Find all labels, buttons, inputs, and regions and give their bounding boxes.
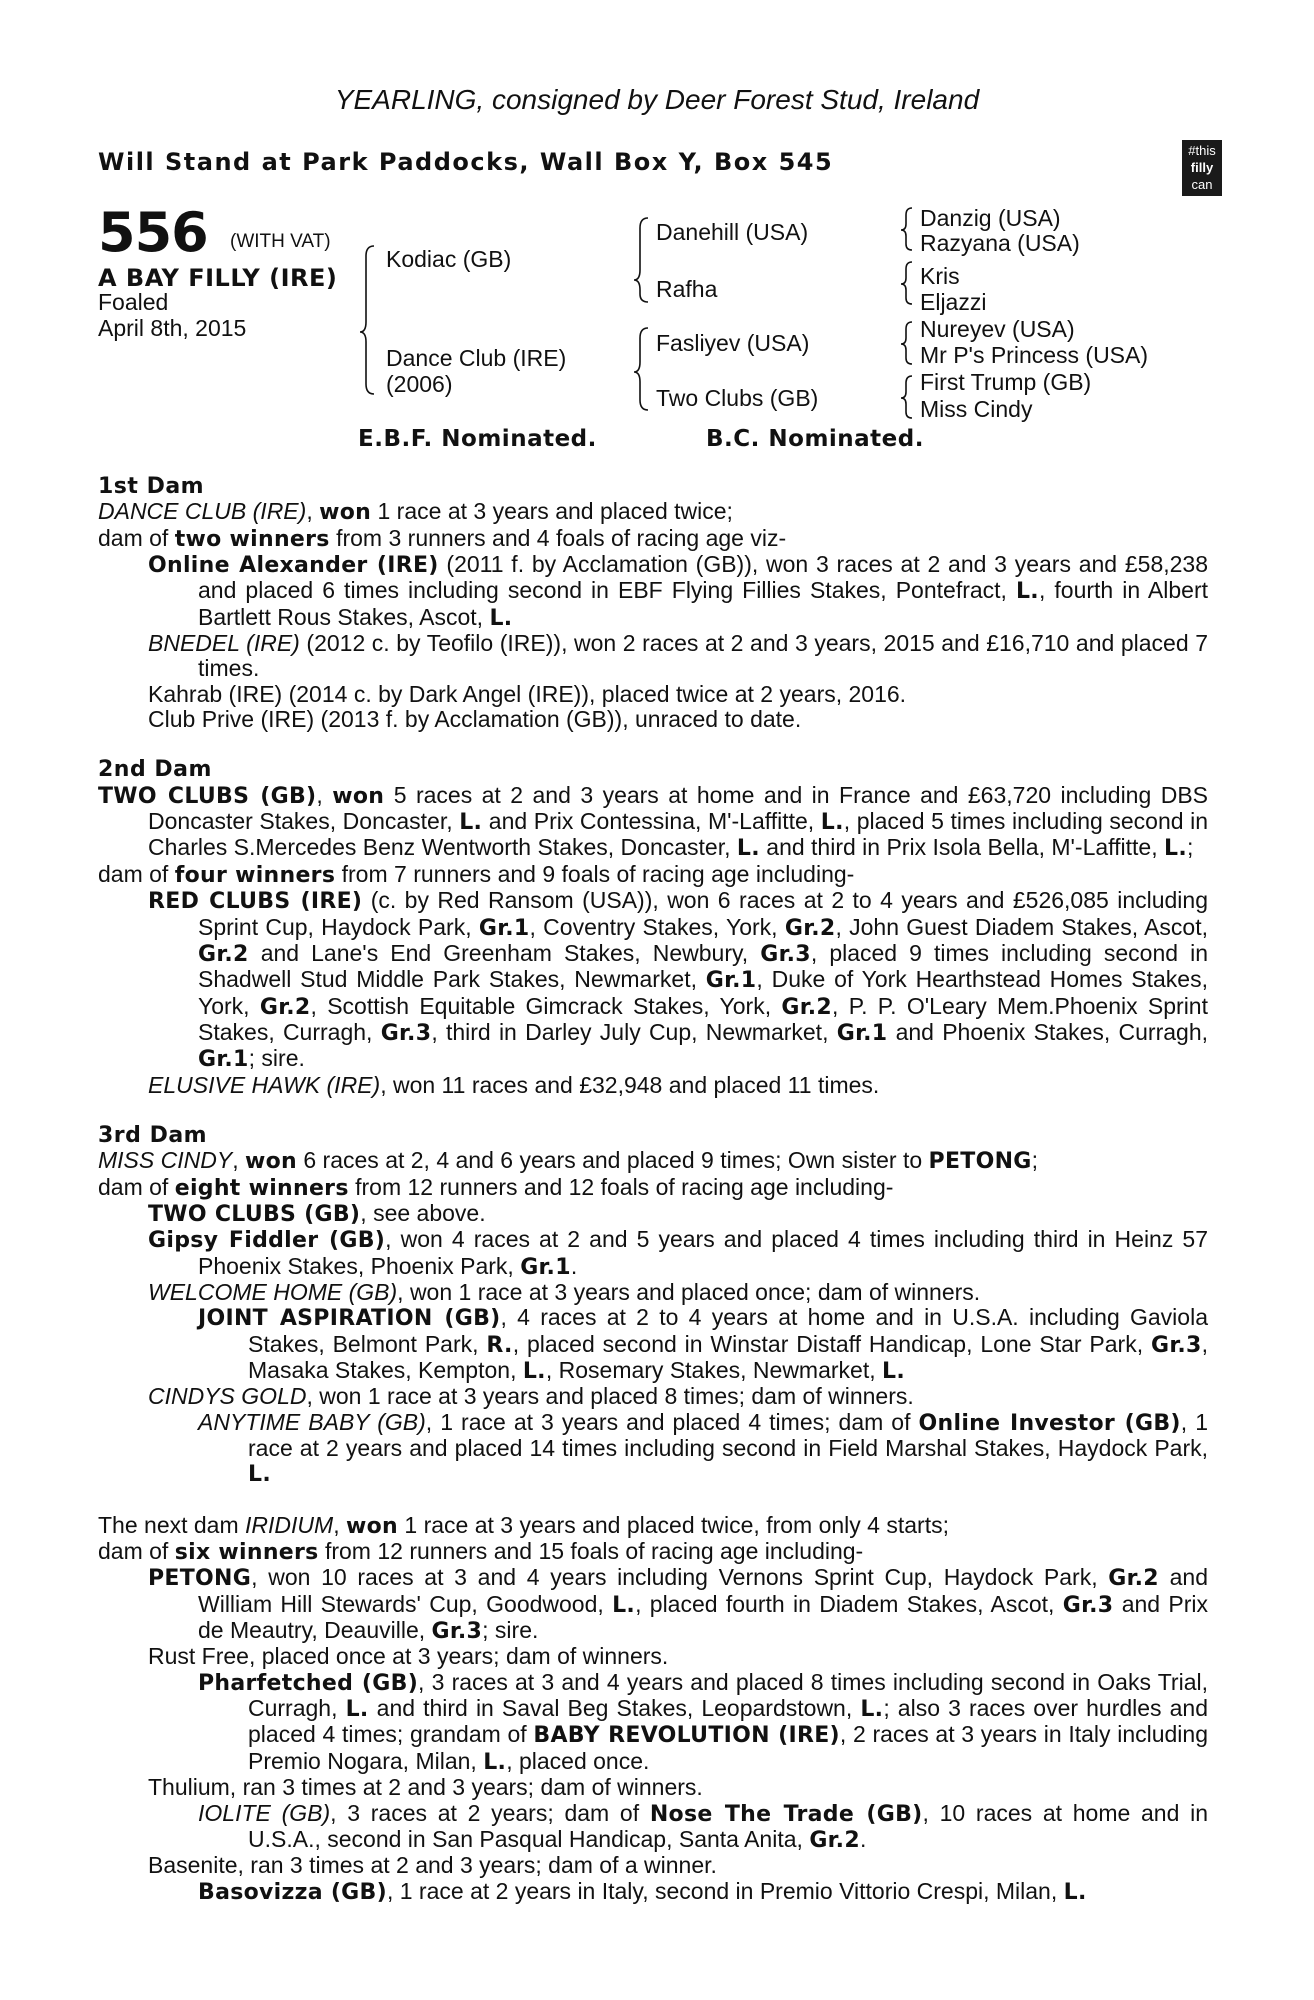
ebf-nominated: E.B.F. Nominated.	[358, 426, 597, 452]
sire-brace	[634, 218, 648, 302]
third-dam-entry1: TWO CLUBS (GB), see above.	[148, 1199, 486, 1227]
gdam-4: Miss Cindy	[920, 396, 1033, 422]
next-dam-entry6: Basenite, ran 3 times at 2 and 3 years; dam of a winner.	[148, 1852, 717, 1879]
dam-brace	[634, 328, 648, 410]
first-dam-entry4: Club Prive (IRE) (2013 f. by Acclamation (GB)), unraced to date.	[148, 706, 802, 733]
second-dam-line2: dam of four winners from 7 runners and 9 foals of racing age including-	[98, 860, 855, 888]
next-dam-entry3: Pharfetched (GB), 3 races at 3 and 4 years and placed 8 times including second in Oaks Trial, Curragh, L. and third in Saval Beg Stakes, Leopardstown, L.; also 3 races over hurdles and placed 4 times; grandam of BABY REVOLUTION (IRE), 2 races at 3 years in Italy including Premio Nogara, Milan, L., placed once.	[198, 1668, 1209, 1775]
third-dam-line1: MISS CINDY, won 6 races at 2, 4 and 6 years and placed 9 times; Own sister to PETONG;	[98, 1147, 1039, 1175]
first-dam-entry2: BNEDEL (IRE) (2012 c. by Teofilo (IRE)), won 2 races at 2 and 3 years, 2015 and £16,710 and placed 7 times.	[148, 630, 1208, 682]
vat-note: (WITH VAT)	[230, 231, 331, 252]
dam: Dance Club (IRE)	[386, 345, 567, 371]
lot-name: A BAY FILLY (IRE)	[98, 264, 338, 292]
foaled-date: April 8th, 2015	[98, 315, 247, 341]
main-brace	[360, 246, 374, 394]
next-dam-entry7: Basovizza (GB), 1 race at 2 years in Italy, second in Premio Vittorio Crespi, Milan, L.	[198, 1877, 1087, 1905]
next-dam-line1: The next dam IRIDIUM, won 1 race at 3 years and placed twice, from only 4 starts;	[98, 1511, 949, 1539]
gsire-4: First Trump (GB)	[920, 369, 1092, 395]
gdam-2: Eljazzi	[920, 289, 987, 315]
gdam-1: Razyana (USA)	[920, 230, 1080, 256]
third-dam-entry5: CINDYS GOLD, won 1 race at 3 years and placed 8 times; dam of winners.	[148, 1383, 914, 1410]
second-dam-heading: 2nd Dam	[98, 757, 212, 783]
gdam-3: Mr P's Princess (USA)	[920, 342, 1149, 368]
first-dam-line1: DANCE CLUB (IRE), won 1 race at 3 years and placed twice;	[98, 498, 733, 526]
next-dam-entry1: PETONG, won 10 races at 3 and 4 years including Vernons Sprint Cup, Haydock Park, Gr.2 and William Hill Stewards' Cup, Goodwood, L., placed fourth in Diadem Stakes, Ascot, Gr.3 and Prix de Meautry, Deauville, Gr.3; sire.	[148, 1564, 1208, 1645]
third-dam-entry4: JOINT ASPIRATION (GB), 4 races at 2 to 4 years at home and in U.S.A. including Gaviola Stakes, Belmont Park, R., placed second in Winstar Distaff Handicap, Lone Star Park, Gr.3, Masaka Stakes, Kempton, L., Rosemary Stakes, Newmarket, L.	[198, 1304, 1209, 1384]
third-dam-line2: dam of eight winners from 12 runners and 12 foals of racing age including-	[98, 1173, 894, 1201]
brace-g1	[901, 208, 912, 250]
next-dam-entry4: Thulium, ran 3 times at 2 and 3 years; dam of winners.	[148, 1774, 703, 1801]
dam-year: (2006)	[386, 371, 453, 397]
first-dam-entry1: Online Alexander (IRE) (2011 f. by Acclamation (GB)), won 3 races at 2 and 3 years and £58,238 and placed 6 times including second in EBF Flying Fillies Stakes, Pontefract, L., fourth in Albert Bartlett Rous Stakes, Ascot, L.	[148, 551, 1208, 631]
foaled-label: Foaled	[98, 289, 169, 315]
next-dam-entry2: Rust Free, placed once at 3 years; dam of winners.	[148, 1643, 669, 1670]
brace-g2	[901, 262, 912, 304]
first-dam-line2: dam of two winners from 3 runners and 4 foals of racing age viz-	[98, 524, 787, 552]
first-dam-entry3: Kahrab (IRE) (2014 c. by Dark Angel (IRE)), placed twice at 2 years, 2016.	[148, 680, 907, 707]
consignment-header: YEARLING, consigned by Deer Forest Stud, Ireland	[334, 84, 980, 115]
sire: Kodiac (GB)	[386, 246, 512, 272]
dam-sire: Fasliyev (USA)	[656, 330, 810, 356]
sire-sire: Danehill (USA)	[656, 219, 809, 245]
sire-dam: Rafha	[656, 276, 718, 302]
second-dam-entry2: ELUSIVE HAWK (IRE), won 11 races and £32,948 and placed 11 times.	[148, 1071, 880, 1098]
gsire-1: Danzig (USA)	[920, 205, 1061, 231]
dam-dam: Two Clubs (GB)	[656, 385, 819, 411]
brace-g4	[901, 376, 912, 418]
third-dam-heading: 3rd Dam	[98, 1122, 208, 1148]
stand-location: Will Stand at Park Paddocks, Wall Box Y, Box 545	[98, 148, 834, 176]
gsire-2: Kris	[920, 263, 960, 289]
second-dam-entry1: RED CLUBS (IRE) (c. by Red Ransom (USA)), won 6 races at 2 to 4 years and £526,085 including Sprint Cup, Haydock Park, Gr.1, Coventry Stakes, York, Gr.2, John Guest Diadem Stakes, Ascot, Gr.2 and Lane's End Greenham Stakes, Newbury, Gr.3, placed 9 times including second in Shadwell Stud Middle Park Stakes, Newmarket, Gr.1, Duke of York Hearthstead Homes Stakes, York, Gr.2, Scottish Equitable Gimcrack Stakes, York, Gr.2, P. P. O'Leary Mem.Phoenix Sprint Stakes, Curragh, Gr.3, third in Darley July Cup, Newmarket, Gr.1 and Phoenix Stakes, Curragh, Gr.1; sire.	[148, 887, 1209, 1073]
first-dam-heading: 1st Dam	[98, 474, 205, 499]
catalogue-body	[98, 474, 1208, 1905]
brace-g3	[901, 322, 912, 364]
gsire-3: Nureyev (USA)	[920, 316, 1075, 342]
third-dam-entry3: WELCOME HOME (GB), won 1 race at 3 years and placed once; dam of winners.	[148, 1278, 981, 1305]
this-filly-can-logo: #this filly can	[1182, 140, 1222, 196]
second-dam-line1: TWO CLUBS (GB), won 5 races at 2 and 3 years at home and in France and £63,720 including DBS Doncaster Stakes, Doncaster, L. and Prix Contessina, M'-Laffitte, L., placed 5 times including second in Charles S.Mercedes Benz Wentworth Stakes, Doncaster, L. and third in Prix Isola Bella, M'-Laffitte, L.;	[98, 781, 1209, 862]
next-dam-line2: dam of six winners from 12 runners and 15 foals of racing age including-	[98, 1538, 864, 1566]
next-dam-entry5: IOLITE (GB), 3 races at 2 years; dam of Nose The Trade (GB), 10 races at home and in U.S.A., second in San Pasqual Handicap, Santa Anita, Gr.2.	[198, 1799, 1209, 1853]
bc-nominated: B.C. Nominated.	[706, 426, 924, 452]
lot-number: 556	[98, 201, 208, 264]
third-dam-entry2: Gipsy Fiddler (GB), won 4 races at 2 and 5 years and placed 4 times including third in Heinz 57 Phoenix Stakes, Phoenix Park, Gr.1.	[148, 1226, 1208, 1280]
third-dam-entry6: ANYTIME BABY (GB), 1 race at 3 years and placed 4 times; dam of Online Investor (GB), 1 race at 2 years and placed 14 times including second in Field Marshal Stakes, Haydock Park, L.	[198, 1408, 1209, 1488]
